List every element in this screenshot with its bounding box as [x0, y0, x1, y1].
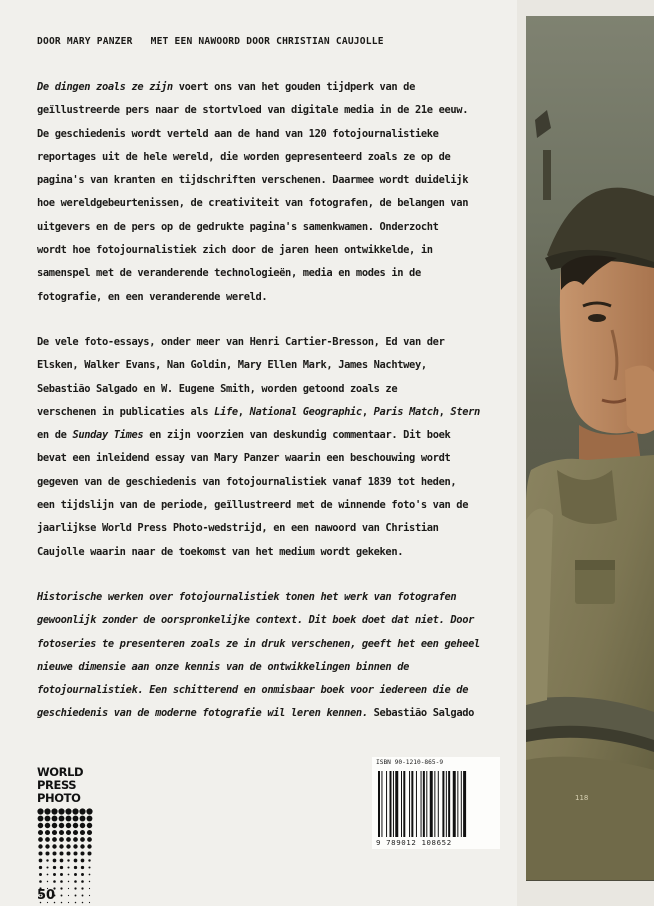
text-line: uitgevers en de pers op de gedrukte pagina's samenkwamen. Onderzocht: [37, 220, 439, 233]
logo-dot: [46, 866, 48, 868]
text-line: fotoseries te presenteren zoals ze in druk verschenen, geeft het een geheel: [37, 637, 480, 650]
text-line: reportages uit de hele wereld, die worden gepresenteerd zoals ze op de: [37, 150, 451, 163]
logo-dot: [60, 887, 62, 889]
logo-dot: [80, 816, 86, 822]
publication-paris-match: Paris Match: [373, 405, 439, 418]
logo-dot: [38, 851, 42, 855]
quote-attribution: Sebastião Salgado: [367, 707, 475, 720]
barcode-bar: [381, 771, 382, 837]
logo-dot: [59, 837, 64, 842]
logo-dot: [60, 859, 64, 863]
text-line: geïllustreerde pers naar de stortvloed van digitale media in de 21e eeuw.: [37, 104, 469, 117]
barcode-bar: [463, 771, 466, 837]
barcode-bar: [390, 771, 392, 837]
text-line: Sebastião Salgado en W. Eugene Smith, worden getoond zoals ze: [37, 382, 398, 395]
logo-dot: [68, 902, 69, 903]
logo-dot: [88, 866, 90, 868]
barcode-bar: [423, 771, 425, 837]
logo-dot: [59, 830, 64, 835]
logo-dot: [66, 830, 71, 835]
logo-dot: [67, 859, 69, 861]
logo-dot: [39, 873, 42, 876]
logo-dot: [66, 837, 71, 842]
logo-dot: [47, 881, 48, 882]
barcode-bar: [426, 771, 427, 837]
text-line: De dingen zoals ze zijn voert ons van het gouden tijdperk van de: [37, 81, 415, 93]
text-line: pagina's van kranten en tijdschriften verschenen. Daarmee wordt duidelijk: [37, 174, 469, 187]
barcode-bars: [378, 771, 494, 837]
logo-dot: [52, 844, 56, 848]
logo-dot: [87, 830, 92, 835]
logo-dot: [82, 902, 84, 904]
logo-dot: [81, 873, 84, 876]
logo-dot: [87, 844, 91, 848]
barcode-bar: [457, 771, 458, 837]
logo-dot: [39, 866, 42, 869]
logo-dot: [38, 816, 44, 822]
barcode-bar: [416, 771, 417, 837]
logo-dot: [80, 830, 85, 835]
barcode-bar: [430, 771, 433, 837]
logo-dot: [52, 851, 56, 855]
logo-dot: [88, 859, 90, 861]
text-line: De geschiedenis wordt verteld aan de hand van 120 fotojournalistieke: [37, 127, 439, 140]
text-line: een tijdslijn van de periode, geïllustreerd met de winnende foto's van de: [37, 499, 469, 512]
text-line: fotojournalistiek. Een schitterend en onmisbaar boek voor iedereen die de: [37, 684, 469, 697]
logo-dot: [89, 874, 91, 876]
page-number: 50: [37, 888, 56, 903]
logo-dot: [66, 823, 71, 828]
barcode-bar: [421, 771, 422, 837]
afterword-line: MET EEN NAWOORD DOOR CHRISTIAN CAUJOLLE: [150, 36, 384, 47]
barcode-bar: [411, 771, 413, 837]
text-line: samenspel met de veranderende technologieën, media en modes in de: [37, 267, 421, 280]
logo-dot: [66, 844, 70, 848]
cover-photo-soldier: [517, 0, 654, 906]
logo-dot: [72, 808, 78, 814]
barcode-bar: [403, 771, 405, 837]
blurb-text: [37, 76, 513, 748]
text-line: Caujolle waarin naar de toekomst van het medium wordt gekeken.: [37, 545, 404, 558]
logo-word-press: PRESS: [37, 778, 77, 792]
text-line: verschenen in publicaties als Life, National Geographic, Paris Match, Stern: [37, 405, 480, 418]
logo-dot: [45, 823, 50, 828]
logo-dot: [52, 830, 57, 835]
logo-dot: [74, 880, 77, 883]
logo-dot: [45, 837, 50, 842]
logo-dot: [87, 816, 93, 822]
paragraph-essays: [37, 331, 513, 564]
publication-life: Life: [214, 405, 238, 418]
logo-dot: [81, 880, 84, 883]
logo-dot: [61, 895, 63, 897]
logo-dot: [73, 816, 79, 822]
logo-dot: [80, 844, 84, 848]
logo-dot: [38, 830, 43, 835]
logo-dot: [87, 837, 92, 842]
logo-dot: [80, 851, 84, 855]
logo-dot: [60, 873, 63, 876]
logo-dot: [73, 844, 77, 848]
barcode-bar: [453, 771, 456, 837]
logo-dot: [73, 823, 78, 828]
logo-dot: [60, 880, 63, 883]
logo-dot: [87, 851, 91, 855]
text-line: gegeven van de geschiedenis van fotojournalistiek vanaf 1839 tot heden,: [37, 475, 457, 488]
logo-dot: [59, 844, 63, 848]
logo-dot: [66, 816, 72, 822]
logo-dot: [47, 874, 49, 876]
logo-dot: [86, 808, 92, 814]
author-credits: [37, 36, 517, 47]
barcode-bar: [393, 771, 394, 837]
logo-dot: [38, 823, 43, 828]
logo-dot: [68, 895, 69, 896]
quote-salgado: [37, 586, 513, 726]
logo-dot: [89, 888, 90, 889]
text-line: fotografie, en een veranderende wereld.: [37, 290, 268, 303]
logo-dot: [81, 887, 83, 889]
logo-dot: [82, 895, 84, 897]
logo-dot: [89, 895, 90, 896]
text-line: hoe wereldgebeurtenissen, de creativiteit van fotografen, de belangen van: [37, 197, 469, 210]
text-line: De vele foto-essays, onder meer van Henri Cartier-Bresson, Ed van der: [37, 335, 445, 348]
author-line: DOOR MARY PANZER: [37, 36, 133, 47]
logo-dot: [73, 851, 77, 855]
barcode-bar: [401, 771, 402, 837]
barcode-bar: [438, 771, 439, 837]
text-line: geschiedenis van de moderne fotografie wil leren kennen. Sebastião Salgado: [37, 707, 475, 720]
logo-dot: [59, 816, 65, 822]
logo-dot: [39, 880, 42, 883]
publication-sunday-times: Sunday Times: [72, 429, 144, 442]
logo-dot: [81, 866, 84, 869]
photo-image: [517, 0, 654, 906]
logo-dot: [68, 888, 69, 889]
paragraph-intro: [37, 76, 513, 309]
text-line: Historische werken over fotojournalistiek tonen het werk van fotografen: [37, 590, 457, 603]
barcode-bar: [461, 771, 462, 837]
barcode-bar: [386, 771, 387, 837]
barcode-bar: [378, 771, 380, 837]
logo-dot: [44, 808, 50, 814]
ean-digits: 9 789012 108652: [376, 838, 452, 847]
barcode-bar: [395, 771, 398, 837]
text-line: Elsken, Walker Evans, Nan Goldin, Mary Ellen Mark, James Nachtwey,: [37, 359, 427, 372]
text-line: en de Sunday Times en zijn voorzien van deskundig commentaar. Dit boek: [37, 429, 451, 442]
logo-dot: [66, 851, 70, 855]
barcode-bar: [442, 771, 444, 837]
logo-dot: [80, 823, 85, 828]
logo-dot: [45, 844, 49, 848]
logo-word-photo: PHOTO: [37, 791, 81, 805]
world-press-photo-logo: [37, 766, 97, 906]
logo-dot: [59, 823, 64, 828]
logo-dot: [67, 866, 69, 868]
logo-dot: [60, 866, 63, 869]
logo-dot: [75, 902, 77, 904]
logo-dot: [75, 895, 77, 897]
publication-natgeo: National Geographic: [249, 405, 362, 418]
logo-dot: [39, 859, 43, 863]
logo-dot: [89, 902, 90, 903]
isbn-barcode: [372, 757, 500, 849]
logo-dot: [52, 816, 58, 822]
logo-dot: [53, 873, 56, 876]
logo-dot: [74, 859, 78, 863]
logo-dot: [38, 844, 42, 848]
logo-dot: [73, 837, 78, 842]
logo-dot: [74, 887, 76, 889]
barcode-bar: [434, 771, 435, 837]
logo-dot: [52, 823, 57, 828]
logo-dot: [73, 830, 78, 835]
logo-dot: [38, 837, 43, 842]
barcode-bar: [409, 771, 410, 837]
logo-dot: [53, 880, 56, 883]
text-line: gewoonlijk zonder de oorspronkelijke context. Dit boek doet dat niet. Door: [37, 614, 475, 627]
logo-dot: [59, 851, 63, 855]
logo-dot: [53, 859, 57, 863]
logo-dot: [74, 873, 77, 876]
text-line: bevat een inleidend essay van Mary Panzer waarin een beschouwing wordt: [37, 452, 451, 465]
text-line: jaarlijkse World Press Photo-wedstrijd, en een nawoord van Christian: [37, 522, 439, 535]
logo-dot: [53, 866, 56, 869]
logo-dot: [79, 808, 85, 814]
logo-dot: [58, 808, 64, 814]
logo-dot: [68, 881, 69, 882]
logo-dot: [74, 866, 77, 869]
text-line: wordt hoe fotojournalistiek zich door de jaren heen ontwikkelde, in: [37, 244, 433, 257]
logo-dot: [65, 808, 71, 814]
logo-dot: [51, 808, 57, 814]
barcode-bar: [446, 771, 447, 837]
barcode-bar: [448, 771, 450, 837]
isbn-label: ISBN 90-1210-865-9: [376, 759, 444, 766]
book-title-italic: De dingen zoals ze zijn: [37, 81, 173, 93]
logo-dot: [37, 808, 43, 814]
logo-word-world: WORLD: [37, 765, 84, 779]
logo-dot: [45, 830, 50, 835]
logo-dot: [89, 881, 90, 882]
publication-stern: Stern: [450, 405, 480, 418]
logo-dot: [45, 816, 51, 822]
logo-dot: [46, 859, 48, 861]
text-line: nieuwe dimensie aan onze kennis van de ontwikkelingen binnen de: [37, 660, 410, 673]
photo-page-label: 118: [575, 794, 589, 802]
logo-dot: [52, 837, 57, 842]
logo-dot: [81, 859, 85, 863]
logo-dot: [80, 837, 85, 842]
logo-dot: [45, 851, 49, 855]
logo-dot: [68, 874, 70, 876]
logo-dot: [87, 823, 92, 828]
logo-dot: [61, 902, 63, 904]
